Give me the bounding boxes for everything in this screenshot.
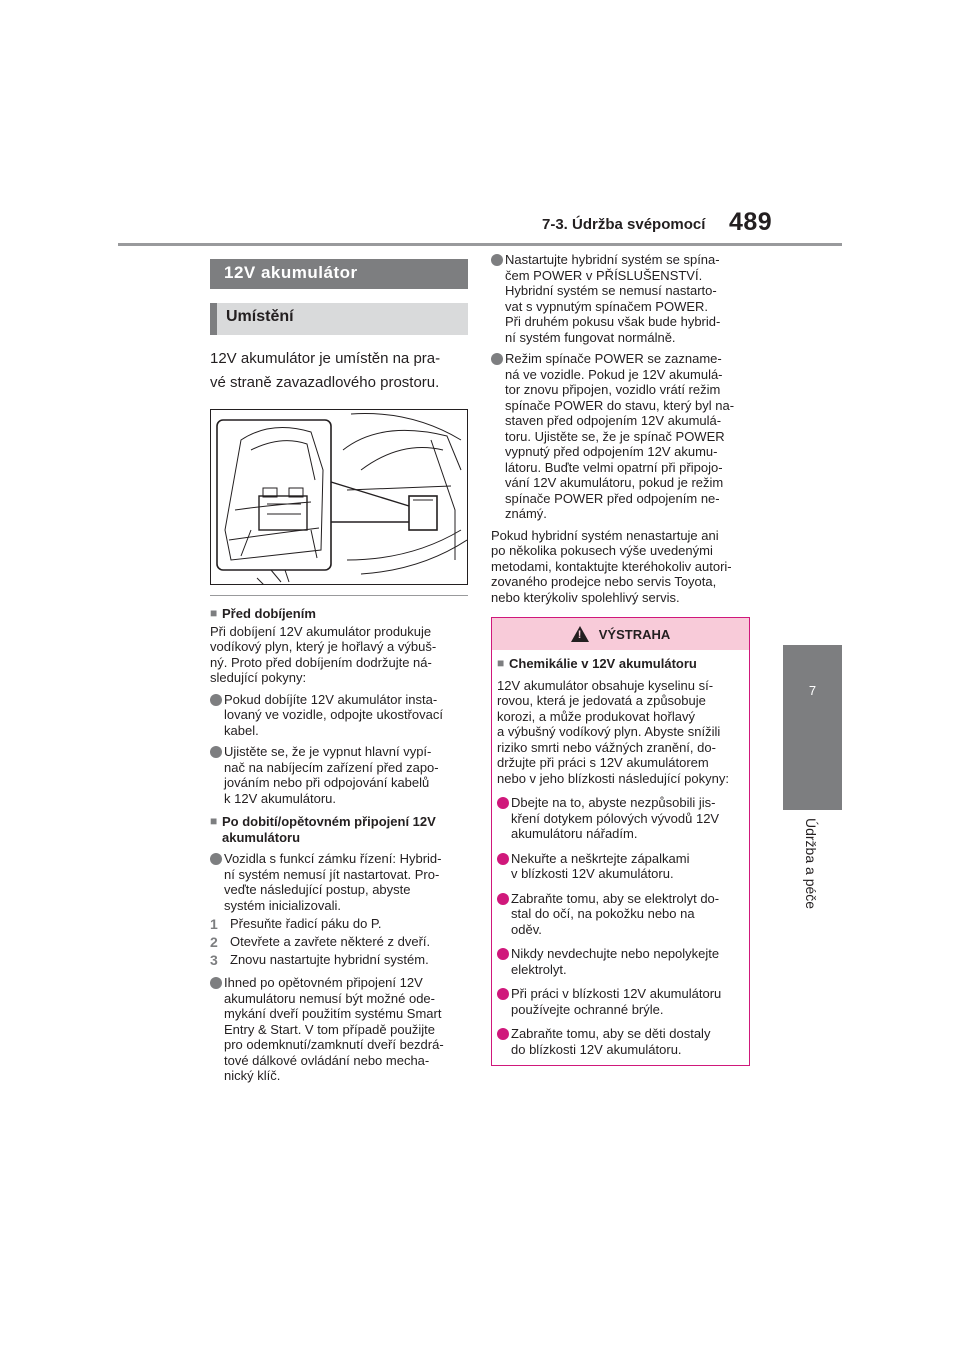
step-number: 1 bbox=[210, 916, 218, 932]
square-bullet-icon: ■ bbox=[497, 656, 505, 670]
step-text: Znovu nastartujte hybridní systém. bbox=[230, 952, 429, 967]
bullet-dot-icon bbox=[210, 977, 222, 989]
step-row bbox=[210, 951, 468, 969]
before-charging-text: Při dobíjení 12V akumulátor produkuje vodíkový plyn, který je hořlavý a výbuš- ný. Proto před dobíjením dodržujte ná- sledující pokyny: bbox=[210, 623, 437, 685]
before-charging-heading: ■ Před dobíjením bbox=[210, 606, 316, 621]
square-bullet-icon: ■ bbox=[210, 814, 218, 828]
bullet-dot-icon bbox=[497, 948, 509, 960]
square-bullet-icon: ■ bbox=[210, 606, 218, 620]
bullet-dot-icon bbox=[497, 1028, 509, 1040]
bullet-dot-icon bbox=[210, 694, 222, 706]
step-number: 2 bbox=[210, 934, 218, 950]
page-number: 489 bbox=[729, 208, 773, 236]
list-item: Zabraňte tomu, aby se elektrolyt do- stal do očí, na pokožku nebo na oděv. bbox=[497, 891, 744, 938]
step-text: Otevřete a zavřete některé z dveří. bbox=[230, 934, 431, 949]
bullet-dot-icon bbox=[491, 254, 503, 266]
step-number: 3 bbox=[210, 952, 218, 968]
subsection-heading: Umístění bbox=[210, 303, 468, 335]
list-item: Ihned po opětovném připojení 12V akumulátoru nemusí být možné ode- mykání dveří použitím systému Smart Entry & Start. V tom případě použijte pro odemknutí/zamknutí dveří bezdrá- tové dálkové ovládání nebo mecha- nický klíč. bbox=[210, 975, 468, 1084]
warning-body bbox=[492, 650, 749, 1065]
section-heading: 12V akumulátor bbox=[210, 259, 468, 289]
list-item: Pokud dobíjíte 12V akumulátor insta- lovaný ve vozidle, odpojte ukostřovací kabel. bbox=[210, 692, 468, 739]
battery-location-drawing bbox=[211, 410, 468, 585]
right-column bbox=[491, 252, 750, 1066]
left-column bbox=[210, 259, 468, 1084]
warning-header bbox=[492, 618, 749, 650]
intro-text: 12V akumulátor je umístěn na pra- vé straně zavazadlového prostoru. bbox=[210, 350, 441, 391]
battery-location-illustration bbox=[210, 409, 468, 585]
list-item: Nekuřte a neškrtejte zápalkami v blízkosti 12V akumulátoru. bbox=[497, 851, 744, 882]
bullet-dot-icon bbox=[491, 353, 503, 365]
bullet-dot-icon bbox=[497, 853, 509, 865]
figure-divider bbox=[210, 595, 468, 596]
step-row bbox=[210, 933, 468, 951]
list-item: Při práci v blízkosti 12V akumulátoru používejte ochranné brýle. bbox=[497, 986, 744, 1017]
chapter-tab-label bbox=[783, 810, 842, 1110]
chapter-number: 7 bbox=[808, 683, 817, 698]
list-item: Vozidla s funkcí zámku řízení: Hybrid- ní systém nemusí jít nastartovat. Pro- veďte následující postup, abyste systém inicializovali. bbox=[210, 851, 468, 913]
warning-text: 12V akumulátor obsahuje kyselinu sí- rovou, která je jedovatá a způsobuje korozi, a může produkovat hořlavý a výbušný vodíkový plyn. Abyste snížili riziko smrti nebo vážných zranění, do- držujte při práci s 12V akumulátorem nebo v jeho blízkosti následující pokyny: bbox=[497, 677, 729, 786]
warning-title: VÝSTRAHA bbox=[598, 626, 671, 642]
warning-heading: ■ Chemikálie v 12V akumulátoru bbox=[497, 656, 697, 671]
list-item: Nikdy nevdechujte nebo nepolykejte elektrolyt. bbox=[497, 946, 744, 977]
bullet-dot-icon bbox=[210, 746, 222, 758]
warning-triangle-icon bbox=[571, 626, 589, 642]
header-divider bbox=[118, 243, 842, 246]
contact-paragraph: Pokud hybridní systém nenastartuje ani po několika pokusech výše uvedenými metodami, kontaktujte kteréhokoliv autori- zovaného prodejce nebo servis Toyota, nebo kterýkoliv spolehlivý servis. bbox=[491, 527, 732, 605]
list-item: Nastartujte hybridní systém se spína- čem POWER v PŘÍSLUŠENSTVÍ. Hybridní systém se nemusí nastarto- vat s vypnutým spínačem POWER. Při druhém pokusu však bude hybrid- ní systém fungovat normálně. bbox=[491, 252, 750, 345]
bullet-dot-icon bbox=[497, 988, 509, 1000]
step-row bbox=[210, 915, 468, 933]
list-item: Zabraňte tomu, aby se děti dostaly do blízkosti 12V akumulátoru. bbox=[497, 1026, 744, 1057]
list-item: Dbejte na to, abyste nezpůsobili jis- kření dotykem pólových vývodů 12V akumulátoru nářadím. bbox=[497, 795, 744, 842]
bullet-dot-icon bbox=[497, 893, 509, 905]
list-item: Režim spínače POWER se zazname- ná ve vozidle. Pokud je 12V akumulá- tor znovu připojen, vozidlo vrátí režim spínače POWER do stavu, který byl na- staven před odpojením 12V akumulá- toru. Ujistěte se, že je spínač POWER vypnutý před odpojením 12V akumu- látoru. Buďte velmi opatrní při připojo- vání 12V akumulátoru, pokud je režim spínače POWER před odpojením ne- známý. bbox=[491, 351, 750, 522]
section-title: 7-3. Údržba svépomocí bbox=[542, 216, 706, 233]
list-item: Ujistěte se, že je vypnut hlavní vypí- nač na nabíjecím zařízení před zapo- jováním nebo při odpojování kabelů k 12V akumulátoru. bbox=[210, 744, 468, 806]
warning-box bbox=[491, 617, 750, 1066]
after-charging-heading: ■ Po dobití/opětovném připojení 12V akumulátoru bbox=[210, 814, 436, 845]
chapter-tab bbox=[783, 645, 842, 810]
bullet-dot-icon bbox=[210, 853, 222, 865]
step-text: Přesuňte řadicí páku do P. bbox=[230, 916, 382, 931]
chapter-title: Údržba a péče bbox=[803, 818, 819, 910]
bullet-dot-icon bbox=[497, 797, 509, 809]
